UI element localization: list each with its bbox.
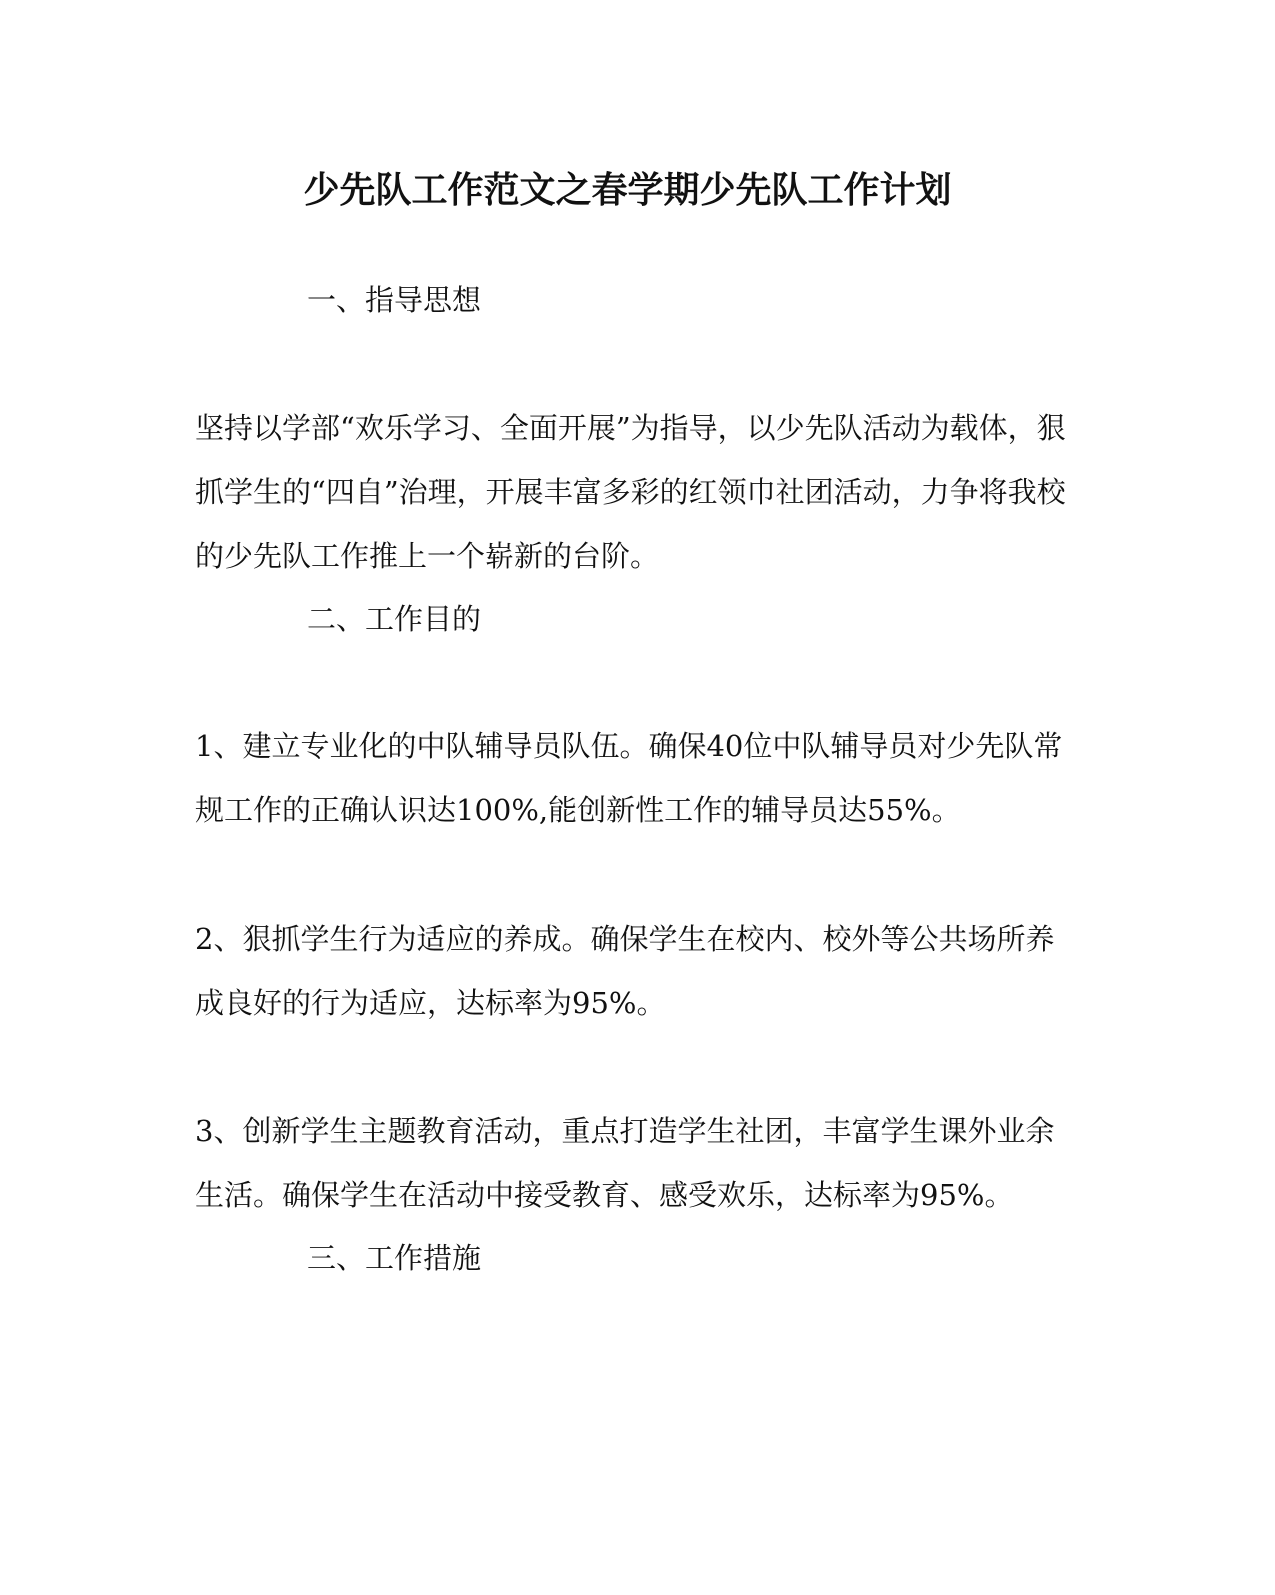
paragraph-line: 生活。确保学生在活动中接受教育、感受欢乐，达标率为95%。 (195, 1178, 1014, 1212)
section-heading-guiding-ideology: 一、指导思想 (307, 283, 482, 317)
section-heading-work-measures: 三、工作措施 (307, 1241, 482, 1275)
paragraph-line: 成良好的行为适应，达标率为95%。 (195, 986, 666, 1020)
goal-item-1 (195, 714, 1065, 842)
paragraph-line: 坚持以学部“欢乐学习、全面开展”为指导，以少先队活动为载体，狠 (195, 411, 1066, 445)
paragraph-line: 规工作的正确认识达100%,能创新性工作的辅导员达55%。 (195, 793, 961, 827)
document-title: 少先队工作范文之春学期少先队工作计划 (303, 169, 952, 211)
paragraph-line: 1、建立专业化的中队辅导员队伍。确保40位中队辅导员对少先队常 (195, 729, 1063, 763)
paragraph-line: 3、创新学生主题教育活动，重点打造学生社团，丰富学生课外业余 (195, 1114, 1055, 1148)
paragraph-line: 的少先队工作推上一个崭新的台阶。 (195, 539, 660, 573)
paragraph-guiding-ideology (195, 396, 1065, 588)
paragraph-line: 2、狠抓学生行为适应的养成。确保学生在校内、校外等公共场所养 (195, 922, 1055, 956)
paragraph-line: 抓学生的“四自”治理，开展丰富多彩的红领巾社团活动，力争将我校 (195, 475, 1066, 509)
goal-item-2 (195, 907, 1065, 1035)
goal-item-3 (195, 1099, 1065, 1227)
section-heading-work-goals: 二、工作目的 (307, 602, 482, 636)
